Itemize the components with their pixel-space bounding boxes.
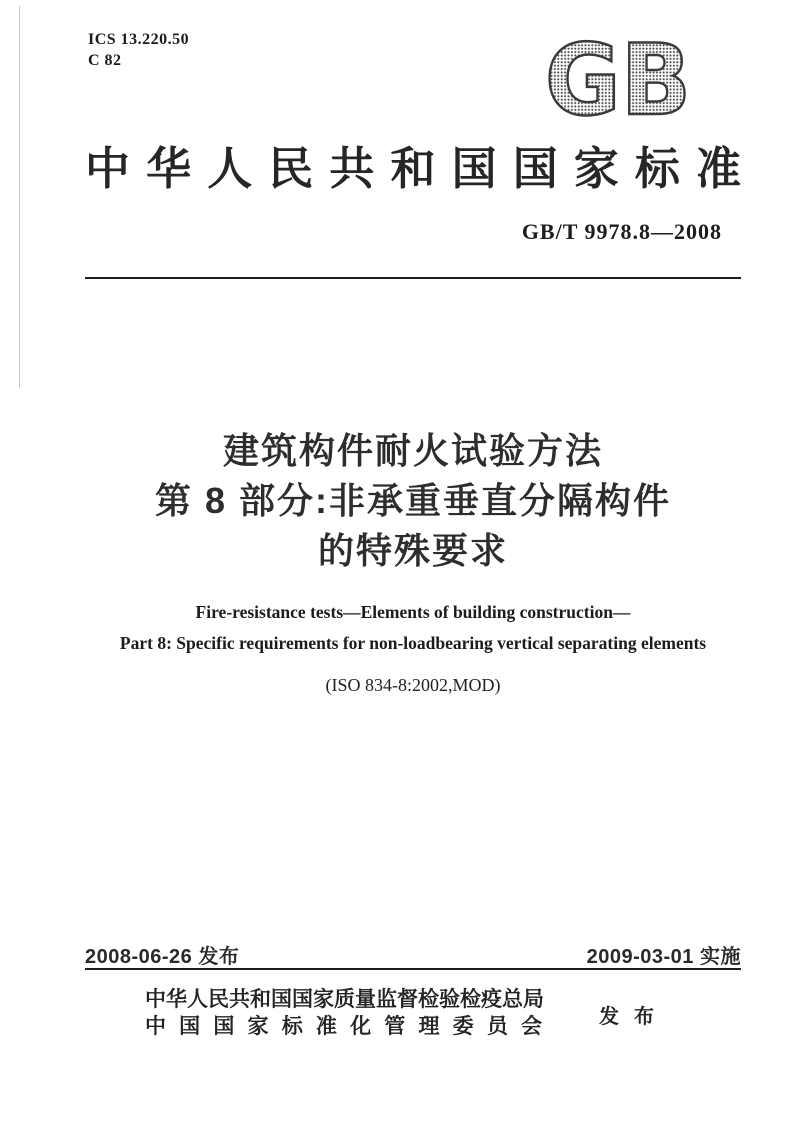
title-zh-line-2: 第 8 部分:非承重垂直分隔构件 bbox=[154, 480, 671, 521]
issuer-line-2: 中国国家标准化管理委员会 bbox=[145, 1014, 542, 1038]
classification-block bbox=[88, 29, 189, 71]
title-zh-line-1: 建筑构件耐火试验方法 bbox=[222, 430, 603, 471]
ics-code: ICS 13.220.50 bbox=[88, 31, 190, 48]
gb-logo-text: GB bbox=[545, 30, 691, 125]
iso-reference: (ISO 834-8:2002,MOD) bbox=[325, 675, 501, 695]
footer-rule bbox=[85, 968, 741, 970]
title-en-line-2: Part 8: Specific requirements for non-loadbearing vertical separating elements bbox=[119, 633, 707, 653]
issuer-line-1: 中华人民共和国国家质量监督检验检疫总局 bbox=[145, 987, 544, 1011]
page-edge-artifact bbox=[19, 6, 20, 388]
title-english bbox=[85, 597, 741, 659]
dates-row bbox=[85, 940, 741, 969]
standard-number: GB/T 9978.8—2008 bbox=[521, 219, 722, 244]
issuer-block bbox=[145, 986, 542, 1040]
implement-date: 2009-03-01 实施 bbox=[586, 946, 741, 968]
header-rule bbox=[85, 277, 741, 279]
gb-logo-graphic bbox=[543, 30, 693, 125]
issue-date: 2008-06-26 发布 bbox=[85, 946, 240, 968]
class-code: C 82 bbox=[88, 52, 122, 69]
gb-logo bbox=[543, 30, 693, 125]
title-en-line-1: Fire-resistance tests—Elements of building construction— bbox=[195, 602, 631, 622]
title-chinese bbox=[85, 426, 741, 576]
title-zh-line-3: 的特殊要求 bbox=[317, 530, 508, 571]
publish-label: 发布 bbox=[599, 1006, 669, 1028]
national-standard-heading: 中华人民共和国国家标准 bbox=[85, 144, 741, 194]
